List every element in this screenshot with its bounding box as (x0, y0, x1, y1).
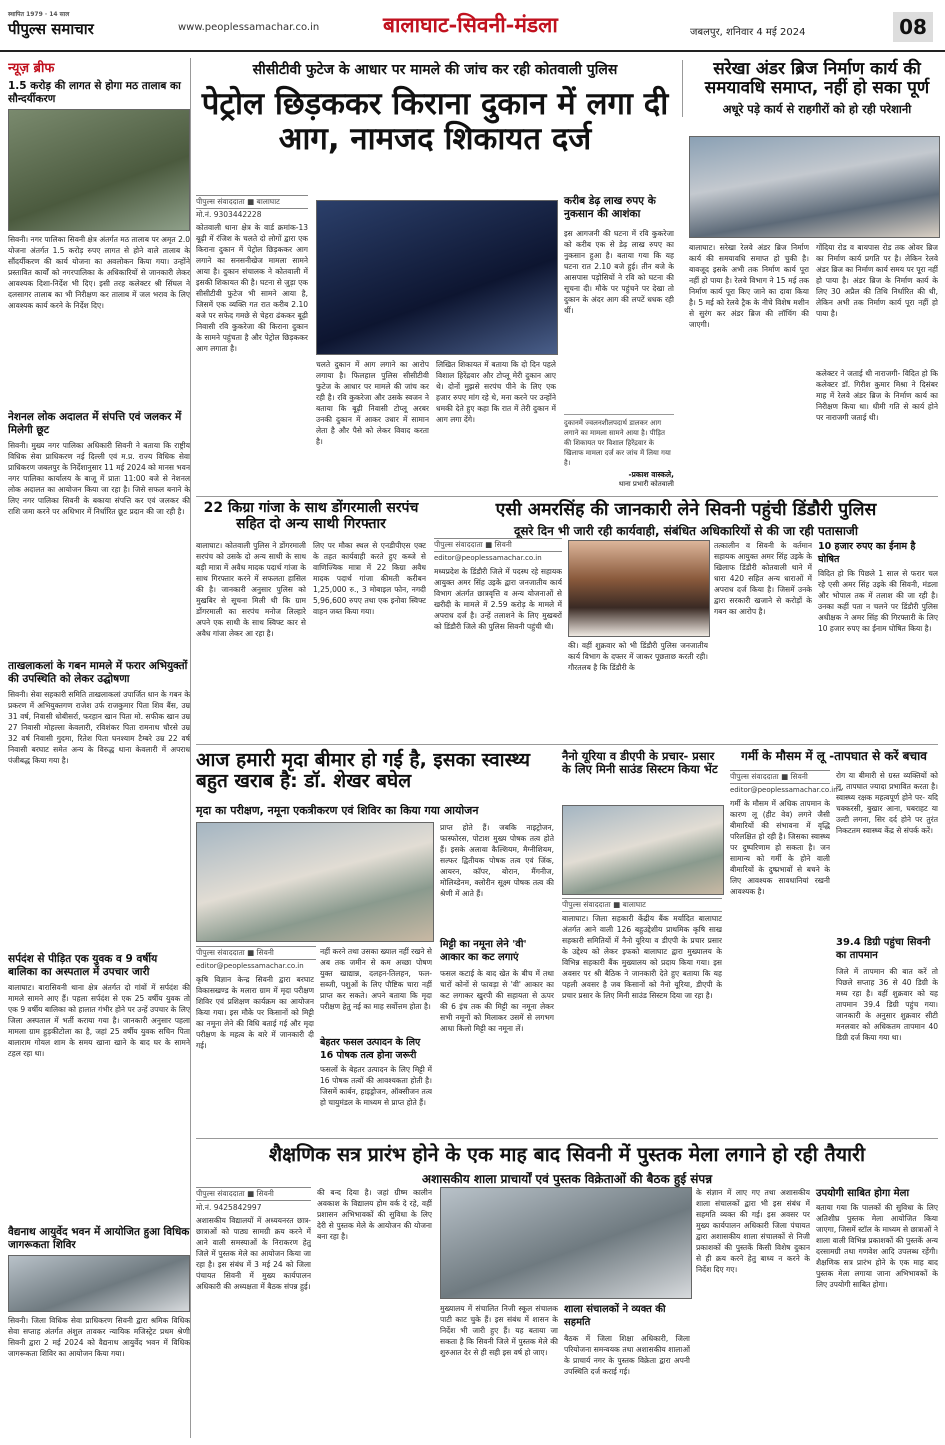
fire-side-head: करीब डेढ़ लाख रुपए के नुकसान की आशंका (564, 195, 656, 220)
soil-col-5: फसल कटाई के बाद खेत के बीच में तथा चारों कोनों से फावड़ा से 'वी' आकार का कट लगाकर खुरपी की सहायता से ऊपर की 6 इंच तक की मिट्टी का नमूना लेकर सभी नमूनों को मिलाकर उसमें से लगभग आधा किलो मिट्टी का नमूना लें। (440, 969, 554, 1033)
divider (196, 1138, 938, 1139)
masthead (0, 0, 945, 52)
soil-col-1: कृषि विज्ञान केन्द्र सिवनी द्वारा बरघाट विकासखण्ड के मलारा ग्राम में मृदा परीक्षण शिविर एवं प्रशिक्षण कार्यक्रम का आयोजन किया गया। इस मौके पर किसानों को मिट्टी का नमूना लेने की विधि बताई गई और मृदा परीक्षण के महत्व के बारे में जानकारी दी गई। (196, 975, 314, 1050)
divider (196, 496, 938, 497)
heat-byline: पीपुल्स संवाददाता ■ सिवनी (730, 770, 830, 784)
bookfair-mobile: मो.नं. 9425842997 (196, 1203, 262, 1212)
brief-headline: वैद्यनाथ आयुर्वेद भवन में आयोजित हुआ विधिक जागरूकता शिविर (8, 1226, 190, 1251)
soil-subhead-2: मिट्टी का नमूना लेने 'वी' आकार का कट लगाएं (440, 939, 527, 963)
police-email[interactable]: editor@peoplessamachar.co.in (434, 554, 542, 562)
police-col-3: की। वहीं शुक्रवार को भी डिंडौरी पुलिस जनजातीय कार्य विभाग के दफ्तर में जाकर पूछताछ करती रही। गौरतलब है कि डिंडौरी के (568, 641, 708, 672)
bookfair-col-1: अशासकीय विद्यालयों में अध्ययनरत छात्र-छात्राओं को पाठ्य सामग्री क्रय करने में आने वाली समस्याओं के निराकरण हेतु जिले में पुस्तक मेले का आयोजन किया जा रहा है। इस संबंध में 3 मई 24 को जिला पंचायत सिवनी में मुख्य कार्यपालन अधिकारी की अध्यक्षता में बैठक संपन्न हुई। (196, 1216, 311, 1291)
bridge-col-2: गोंदिया रोड व बायपास रोड तक ओवर ब्रिज का निर्माण कार्य प्रगति पर है। लेकिन रेलवे अंडर ब्रिज का निर्माण कार्य समय पर पूरा नहीं हो पाया है। अंडर ब्रिज के निर्माण कार्य के लिए 30 अप्रैल की तिथि निर्धारित की थी, लेकिन अभी तक निर्माण कार्य पूरा नहीं हो पाया है। (816, 243, 938, 318)
brief-body: सिवनी। नगर पालिका सिवनी क्षेत्र अंतर्गत मठ तालाब पर अमृत 2.0 योजना अंतर्गत 1.5 करोड़ रुपए लागत से होने वाले तालाब के सौंदर्यीकरण की कार्य योजना का अवलोकन किया गया। उन्होंने प्रस्तावित कार्यों को नगरपालिका के अधिकारियों से जानकारी लेकर आवश्यक दिशा-निर्देश भी दिए। इसी तरह कलेक्टर श्री सिंघल ने दलसागर तालाब का भी निरीक्षण कर तालाब में जल भराव के लिए आवश्यक कार्य करने के निर्देश दिए। (8, 235, 190, 310)
fire-byline: पीपुल्स संवाददाता ■ बालाघाट (196, 195, 308, 209)
brief-headline: सर्पदंश से पीड़ित एक युवक व 9 वर्षीय बालिका का अस्पताल में उपचार जारी (8, 953, 158, 978)
brief-headline: 1.5 करोड़ की लागत से होगा मठ तालाब का सौन्दर्यीकरण (8, 80, 181, 105)
brief-body: सिवनी। जिला विधिक सेवा प्राधिकरण सिवनी द्वारा श्रमिक विधिक सेवा सप्ताह अंतर्गत अंशुल तावकर न्यायिक मजिस्ट्रेट प्रथम श्रेणी सिवनी द्वारा 2 मई 2024 को वैद्यनाथ आयुर्वेद भवन में विधिक जागरूकता शिविर का आयोजन किया गया। (8, 1316, 190, 1358)
bridge-headline: सरेखा अंडर ब्रिज निर्माण कार्य की समयावधि समाप्त, नहीं हो सका पूर्ण (704, 59, 930, 99)
heat-col-1: गर्मी के मौसम में अधिक तापमान के कारण लू (हीट वेव) लगने जैसी बीमारियों की संभावना में वृद्धि परिलक्षित हो रही है। जिसका स्वास्थ्य पर दुष्परिणाम हो सकता है। जन सामान्य को गर्मी के होने वाली बीमारियों के दुष्प्रभावों से बचने के लिए आवश्यक सावधानियां रखनी आवश्यक है। (730, 799, 830, 896)
newspaper-logo (8, 10, 94, 39)
ganja-headline: 22 किग्रा गांजा के साथ डोंगरमाली सरपंच सहित दो अन्य साथी गिरफ्तार (203, 500, 419, 532)
bridge-story (682, 60, 945, 117)
brief-body: सिवनी। मुख्य नगर पालिका अधिकारी सिवनी ने बताया कि राष्ट्रीय विधिक सेवा प्राधिकरण नई दिल्ली एवं म.प्र. राज्य विधिक सेवा प्राधिकरण जबलपुर के निर्देशानुसार 11 मई 2024 को मानस भवन नगर पालिका कार्यालय के बाजू में प्रातः 11:00 बजे से नेशनल लोक अदालत का आयोजन किया जा रहा है। जिसे सफल बनाने के लिए नगर पालिका सिवनी के बकाया संपत्ति कर एवं जलकर की राशि जमा करने पर अधिभार में निर्धारित छूट प्रदान की जा रही है। (8, 441, 190, 516)
bookfair-side-headline: उपयोगी साबित होगा मेला (816, 1188, 910, 1199)
police-col-1: मध्यप्रदेश के डिंडौरी जिले में पदस्थ रहे सहायक आयुक्त अमर सिंह उइके द्वारा जनजातीय कार्य विभाग अंतर्गत छात्रवृत्ति व अन्य योजनाओं से खरीदी के मामले में 2.59 करोड़ के मामले में अपराध दर्ज है। उन्हें तलाशने के लिए मुखबरों को डिंडौरी जिले की पुलिस सिवनी पहुंची थी। (434, 567, 562, 631)
fire-story (196, 60, 674, 156)
bookfair-pull-headline: शाला संचालकों ने व्यक्त की सहमति (564, 1304, 666, 1328)
bridge-col-1: बालाघाट। सरेखा रेलवे अंडर ब्रिज निर्माण कार्य की समयावधि समाप्त हो चुकी है। बावजूद इसके अभी तक निर्माण कार्य पूरा नहीं हो पाया है। रेलवे विभाग ने 15 मई तक निर्माण कार्य पूरा किए जाने का दावा किया है। 5 मई को रेलवे ट्रैक के नीचे विशेष मशीन से सुरंग कर अंडर ब्रिज की लॉचिंग की जाएगी। (689, 243, 809, 329)
brief-body: सिवनी। सेवा सहकारी समिति ताखलाकलां उपार्जित धान के गबन के प्रकरण में अभियुक्तगण राजेश उर्फ राजकुमार पिता शिव बैंस, उम्र 31 वर्ष, निवासी धोबीसर्रा, फरहान खान पिता मो. सफीक खान उम्र 27 निवासी मोहल्ला केवलारी, रविशंकर पिता रामनाथ चौरसे उम्र 32 वर्ष निवासी गुदमा, रितेश पिता घनश्याम टैम्बरे उम्र 22 वर्ष निवासी बरघाट समेत अन्य के विरुद्ध थाना केवलारी में अपराध पंजीबद्ध किया गया है। (8, 690, 190, 765)
officer-photo (568, 540, 710, 637)
reward-headline: 10 हजार रुपए का ईनाम है घोषित (818, 541, 916, 565)
soil-email[interactable]: editor@peoplessamachar.co.in (196, 962, 304, 970)
page-number: 08 (893, 12, 933, 42)
soil-subhead: मृदा का परीक्षण, नमूना एकत्रीकरण एवं शिविर का किया गया आयोजन (196, 804, 479, 817)
police-byline: पीपुल्स संवाददाता ■ सिवनी (434, 538, 562, 552)
bookfair-col-2: की बन्द दिया है। जहां ग्रीष्म कालीन अवकाश के विद्यालय होम वर्क दे रहे, वहीं प्रशासन अभिभावकों की सुविधा के लिए देरी से पुस्तक मेले के आयोजन की योजना बना रहा है। (317, 1188, 432, 1241)
police-subhead: दूसरे दिन भी जारी रही कार्यवाही, संबंधित अधिकारियों से की जा रही पतासाजी (514, 524, 858, 538)
logo-text: पीपुल्स समाचार (8, 20, 94, 38)
cctv-photo (316, 200, 558, 355)
bookfair-col-3: मुख्यालय में संचालित निजी स्कूल संचालक पाटी काट चुके हैं। इस संबंध में शासन के निर्देश भी जारी हुए हैं। यह बताया जा सकता है कि सिवनी जिले में पुस्तक मेले की शुरुआत देर से ही सही इस वर्ष हो जाए। (440, 1304, 558, 1357)
edition-title: बालाघाट-सिवनी-मंडला (383, 12, 558, 37)
meeting-photo (440, 1187, 692, 1299)
fire-col-4: इस आगजनी की घटना में रवि कुकरेजा को करीब एक से डेढ़ लाख रुपए का नुकसान हुआ है। बताया गया कि यह घटना रात 2.10 बजे हुई। तीन बजे के आसपास पड़ोसियों ने रवि को घटना की सूचना दी। मौके पर पहुंचने पर देखा तो दुकान के अंदर आग की लपटें धधक रही थीं। (564, 229, 674, 315)
news-brief-column (8, 58, 191, 1438)
fire-mobile: मो.नं. 9303442228 (196, 210, 262, 219)
heat-headline: गर्मी के मौसम में लू -तापघात से करें बचाव (741, 749, 927, 763)
nano-photo (562, 805, 724, 895)
logo-tagline: स्थापित 1979 · 14 साल (8, 11, 70, 18)
temperature-headline: 39.4 डिग्री पहुंचा सिवनी का तापमान (836, 937, 931, 961)
brief-headline: नेशनल लोक अदालत में संपत्ति एवं जलकर में मिलेगी छूट (8, 411, 182, 436)
soil-headline: आज हमारी मृदा बीमार हो गई है, इसका स्वास्थ्य बहुत खराब है: डॉ. शेखर बघेल (196, 749, 530, 793)
bridge-col-3: कलेक्टर ने जताई थी नाराजगी- विदित हो कि कलेक्टर डॉ. गिरीश कुमार मिश्रा ने दिसंबर माह में रेलवे अंडर ब्रिज के निर्माण कार्य का निरीक्षण किया था। धीमी गति से कार्य होने पर नाराजगी जताई थी। (816, 369, 938, 422)
fire-col-3: लिखित शिकायत में बताया कि दो दिन पहले विशाल हिरेंद्रवार और टोप्लू मेरी दुकान आए थे। दोनों मुझसे सरपंच पीने के लिए एक हजार रुपए मांग रहे थे, मना करने पर उन्होंने धमकी देते हुए कहा कि रात में तेरी दुकान में आग लगा देंगे। (436, 360, 556, 424)
brief-body: बालाघाट। बारासिवनी थाना क्षेत्र अंतर्गत दो गांवों में सर्पदंश की मामले सामने आए हैं। पहला सर्पदंश से एक 25 वर्षीय युवक तो एक 9 वर्षीय बालिका को हालात गंभीर होने पर उन्हें उपचार के लिए जिला अस्पताल में भर्ती कराया गया है। जानकारी अनुसार पहला मामला ग्राम हुड़कीटोला का है, जहां 25 वर्षीय युवक सचिन पिता बालाराम गोयल शाम के समय खाना खाने के बाद घर के सामने टहल रहा था। (8, 983, 190, 1058)
nano-headline: नैनो यूरिया व डीएपी के प्रचार- प्रसार के लिए मिनी साउंड सिस्टम किया भेंट (562, 749, 718, 776)
soil-col-4: प्राप्त होते हैं। जबकि नाइट्रोजन, फास्फोरस, पोटाश मुख्य पोषक तत्व होते हैं। इसके अलावा कैल्शियम, मैग्नीशियम, सल्फर द्वितीयक पोषक तत्व एवं जिंक, आयरन, कॉपर, बोरान, मैंगनीज, मोलिब्डेनम, क्लोरीन सूक्ष्म पोषक तत्व की श्रेणी में आते हैं। (440, 823, 554, 898)
bookfair-col-5: के संज्ञान में लाए गए तथा अशासकीय शाला संचालकों द्वारा भी इस संबंध में सहमति व्यक्त की गई। इस अवसर पर मुख्य कार्यपालन अधिकारी जिला पंचायत द्वारा अशासकीय शाला संचालकों से निजी प्रकाशकों की पुस्तकें किसी विशेष दुकान से ही क्रय करने हेतु बाध्य न करने के निर्देश दिए गए। (696, 1188, 810, 1274)
bookfair-subhead: अशासकीय शाला प्राचार्यों एवं पुस्तक विक्रेताओं की बैठक हुई संपन्न (421, 1172, 713, 1186)
soil-camp-photo (196, 822, 434, 942)
bridge-photo (689, 136, 940, 238)
website-url[interactable]: www.peoplessamachar.co.in (178, 22, 320, 33)
bookfair-headline: शैक्षणिक सत्र प्रारंभ होने के एक माह बाद सिवनी में पुस्तक मेला लगाने हो रही तैयारी (268, 1143, 866, 1166)
soil-byline: पीपुल्स संवाददाता ■ सिवनी (196, 946, 316, 960)
police-headline: एसी अमरसिंह की जानकारी लेने सिवनी पहुंची डिंडौरी पुलिस (495, 500, 877, 520)
heat-email[interactable]: editor@peoplessamachar.co.in (730, 786, 838, 794)
fire-quote-box (564, 414, 674, 489)
fire-quote-role: थाना प्रभारी कोतवाली (618, 480, 674, 488)
nano-byline: पीपुल्स संवाददाता ■ बालाघाट (562, 898, 722, 912)
bookfair-side-body: बताया गया कि पालकों की सुविधा के लिए अतिशीघ्र पुस्तक मेला आयोजित किया जाएगा, जिसमें स्टॉल के माध्यम से छात्राओं ने शाला वाली विभिन्न प्रकाशकों की पुस्तकें अन्य दरसामग्री तथा गणवेश आदि उपलब्ध रहेंगी। शैक्षणिक सत्र प्रारंभ होने के एक माह बाद पुस्तक मेला लगाया जाना अभिभावकों के लिए उपयोगी साबित होगा। (816, 1203, 938, 1289)
brief-headline: ताखलाकलां के गबन मामले में फरार अभियुक्तों की उपस्थिति को लेकर उद्घोषणा (8, 660, 188, 685)
divider (196, 744, 938, 745)
dateline: जबलपुर, शनिवार 4 मई 2024 (690, 27, 806, 38)
reward-box (818, 540, 938, 728)
soil-col-2: नहीं करने तथा उसका ख्याल नहीं रखने से अब तक जमीन से कम अच्छा पोषण युक्त खाद्यान्न, दलहन-तिलहन, फल-सब्जी, पशुओं के लिए पौष्टिक चारा नहीं प्राप्त कर सकते। अपने बताया कि मृदा परीक्षण हेतु नई का माह सर्वोत्तम होता है। (320, 947, 432, 1011)
fire-col-2: चलते दुकान में आग लगाने का आरोप लगाया है। फिलहाल पुलिस सीसीटीवी फुटेज के आधार पर मामले की जांच कर रही है। रवि कुकरेजा और उसके स्वजन ने बताया कि बूढ़ी निवासी टोप्लू अरबर उनकी दुकान में आकर उधार में सामान लेता है और पैसे को लेकर विवाद करता है। (316, 360, 429, 446)
fire-headline: पेट्रोल छिड़ककर किराना दुकान में लगा दी आग, नामजद शिकायत दर्ज (201, 86, 669, 157)
soil-col-3: फसलों के बेहतर उत्पादन के लिए मिट्टी में 16 पोषक तत्वों की आवश्यकता होती है। जिसमें कार्बन, हाइड्रोजन, ऑक्सीजन तत्व हो चायुमंडल के माध्यम से प्राप्त होते हैं। (320, 1065, 432, 1107)
bookfair-byline: पीपुल्स संवाददाता ■ सिवनी (196, 1187, 311, 1201)
heat-col-2: रोग या बीमारी से ग्रस्त व्यक्तियों को लू, तापघात ज्यादा प्रभावित करता है। स्वास्थ्य रक्षक महत्वपूर्ण होने पर- यदि चक्करसी, बुखार आना, घबराहट या उल्टी लगना, सिर दर्द होने पर तुरंत निकटतम स्वास्थ्य केंद्र से संपर्क करें। (836, 771, 938, 835)
bookfair-sidebar (816, 1187, 938, 1436)
ganja-col-1: बालाघाट। कोतवाली पुलिस ने डोंगरमाली सरपंच को उसके दो अन्य साथी के साथ बड़ी मात्रा में अवैध मादक पदार्थ गांजा के साथ गिरफ्तार करने में सफलता हासिल की है। जानकारी अनुसार पुलिस को मुखबिर से सूचना मिली थी कि ग्राम डोंगरमाली का सरपंच मनोज लिल्हारे अपने एक साथी के साथ स्विफ्ट कार से अवैध गांजा लेकर आ रहा है। (196, 541, 306, 638)
soil-subhead-1: बेहतर फसल उत्पादन के लिए 16 पोषक तत्व होना जरूरी (320, 1037, 421, 1061)
bridge-subhead: अधूरे पड़े कार्य से राहगीरों को हो रही परेशानी (722, 102, 912, 117)
ganja-col-2: लिए पर मौका स्थल से एनडीपीएस एक्ट के तहत कार्यवाही करते हुए कब्जे से वाणिज्यिक मात्रा में 22 किग्रा अवैध मादक पदार्थ गांजा कीमती करीबन 1,25,000 रु., 3 मोबाइल फोन, नगदी 5,96,600 रुपए तथा एक इनोवा स्विफ्ट वाहन जब्त किया गया। (313, 541, 426, 616)
fire-quote: दुकानमें ज्वलनशीलपदार्थ डालकर आग लगाने का मामला सामने आया है। पीड़ित की शिकायत पर विशाल हिरेंद्रवार के खिलाफ मामला दर्ज कर जांच में लिया गया है। (564, 419, 671, 467)
fire-kicker: सीसीटीवी फुटेज के आधार पर मामले की जांच कर रही कोतवाली पुलिस (252, 62, 618, 78)
bookfair-col-4: बैठक में जिला शिक्षा अधिकारी, जिला परियोजना समन्वयक तथा अशासकीय शालाओं के प्राचार्य नगर के पुस्तक विक्रेता द्वारा अपनी उपस्थिति दर्ज कराई गई। (564, 1334, 690, 1376)
camp-photo (8, 1255, 190, 1312)
fire-quote-author: -प्रकाश वास्कले, (628, 470, 674, 479)
nano-body: बालाघाट। जिला सहकारी केंद्रीय बैंक मर्यादित बालाघाट अंतर्गत आने वाली 126 बहुउद्देशीय प्राथमिक कृषि साख सहकारी समितियों में नैनो यूरिया व डीएपी के प्रचार प्रसार के उद्देश्य को लेकर इफको बालाघाट द्वारा मुख्यालय के विभिन्न सहकारी बैंक मुख्यालय को प्रदाय किया गया। इस अवसर पर श्री बैठिक ने जानकारी देते हुए बताया कि यह पहली अवसर है जब किसानों को नैनो यूरिया, डीएपी के प्रचार प्रसार के लिए मिनी साउंड सिस्टम दिया जा रहा है। (562, 914, 722, 1000)
pond-photo (8, 109, 190, 231)
reward-body: विदित हो कि पिछले 1 साल से फरार चल रहे एसी अमर सिंह उइके की सिवनी, मंडला और भोपाल तक में तलाश की जा रही है। उनका कहीं पता न चलने पर डिंडौरी पुलिस अधीक्षक ने अमर सिंह की गिरफ्तारी के लिए 10 हजार रुपए का ईनाम घोषित किया है। (818, 569, 938, 633)
police-col-2: तत्कालीन व सिवनी के वर्तमान सहायक आयुक्त अमर सिंह उइके के खिलाफ डिंडौरी कोतवाली थाने में धारा 420 सहित अन्य धाराओं में अपराध दर्ज किया है। जिसमें उनके द्वारा सरकारी खजाने से करोड़ों के गबन का आरोप है। (714, 541, 812, 616)
news-brief-label: न्यूज़ ब्रीफ (8, 61, 55, 76)
temperature-body: जिले में तापमान की बात करें तो पिछले सप्ताह 36 से 40 डिग्री के मध्य रहा है। वहीं शुक्रवार को यह तापमान 39.4 डिग्री पहुंच गया। जानकारी के अनुसार शुक्रवार सीटी मनलवार को अधिकतम तापमान 40 डिग्री दर्ज किया गया था। (836, 967, 938, 1042)
fire-col-1: कोतवाली थाना क्षेत्र के वार्ड क्रमांक-13 बूढ़ी में रंजिश के चलते दो लोगों द्वारा एक किराना दुकान में पेट्रोल छिड़ककर आग लगाने का सनसनीखेज मामला सामने आया है। दुकान संचालक ने कोतवाली में इसकी शिकायत की है। घटना से जुड़ा एक सीसीटीवी फुटेज भी सामने आया है, जिसमें एक व्यक्ति गत रात करीब 2.10 बजे पर सफेद गमछे से चेहरा ढंककर बूढ़ी निवासी रवि कुकरेजा की किराना दुकान के सामने पहुंचता है और पेट्रोल छिड़ककर आग लगाता है। (196, 223, 308, 353)
